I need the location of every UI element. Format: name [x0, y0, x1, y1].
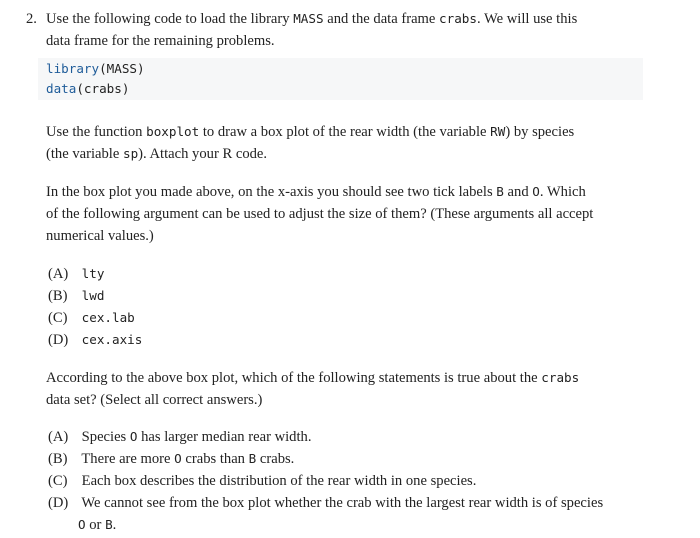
tick-question-text-3: . Which: [539, 184, 586, 200]
option-text: Each box describes the distribution of the rear width in one species.: [81, 473, 477, 489]
option-label: (D): [48, 332, 69, 348]
true-option-a: [48, 426, 648, 448]
option-code: cex.axis: [81, 332, 143, 347]
tick-question-line3: numerical values.): [46, 228, 154, 244]
tick-option-c: [48, 307, 648, 329]
option-label: (B): [48, 451, 68, 467]
tick-question: [46, 181, 646, 247]
true-question-text-1: According to the above box plot, which of the following statements is true about the: [46, 370, 542, 386]
tick-question-text-2: and: [503, 184, 533, 200]
option-text: .: [112, 517, 117, 533]
tick-option-b: [48, 285, 648, 307]
true-option-d-cont: [78, 514, 116, 536]
intro-code-crabs: crabs: [439, 11, 477, 26]
true-option-d: [48, 492, 648, 514]
question-intro: [46, 8, 646, 52]
code-line-library: [46, 59, 145, 79]
code-block: [38, 58, 643, 100]
option-code: O: [78, 517, 86, 532]
intro-text-2: and the data frame: [323, 11, 440, 27]
true-option-c: [48, 470, 648, 492]
option-text: crabs than: [181, 451, 249, 467]
tick-option-d: [48, 329, 648, 351]
option-text: Species: [81, 429, 130, 445]
tick-question-line2: of the following argument can be used to adjust the size of them? (These arguments all accept: [46, 206, 594, 222]
option-label: (A): [48, 266, 69, 282]
option-label: (C): [48, 310, 68, 326]
option-label: (C): [48, 473, 68, 489]
rw-code: RW: [490, 124, 506, 139]
intro-text-line2: data frame for the remaining problems.: [46, 33, 275, 49]
option-text: crabs.: [256, 451, 295, 467]
option-code: cex.lab: [81, 310, 135, 325]
tick-code-b: B: [496, 184, 504, 199]
tick-question-text-1: In the box plot you made above, on the x-axis you should see two tick labels: [46, 184, 497, 200]
intro-text-3: . We will use this: [476, 11, 578, 27]
true-option-b: [48, 448, 648, 470]
option-text: has larger median rear width.: [137, 429, 312, 445]
tick-code-o: O: [532, 184, 540, 199]
sp-code: sp: [122, 146, 139, 161]
question-number: 2.: [26, 11, 37, 27]
option-text: We cannot see from the box plot whether the crab with the largest rear width is of species: [81, 495, 604, 511]
boxplot-task-text-1: Use the function: [46, 124, 147, 140]
option-label: (B): [48, 288, 68, 304]
boxplot-task-text-5: ). Attach your R code.: [138, 146, 268, 162]
option-code: O: [129, 429, 138, 444]
crabs-code: crabs: [541, 370, 580, 385]
code-fn-data: data: [46, 81, 77, 96]
boxplot-task-text-2: to draw a box plot of the rear width (the variable: [199, 124, 491, 140]
true-question-line2: data set? (Select all correct answers.): [46, 392, 263, 408]
option-label: (D): [48, 495, 69, 511]
option-code: lty: [81, 266, 105, 281]
intro-text-1: Use the following code to load the library: [46, 11, 294, 27]
boxplot-code: boxplot: [146, 124, 200, 139]
option-code: B: [105, 517, 113, 532]
tick-option-a: [48, 263, 648, 285]
option-text: or: [85, 517, 106, 533]
option-code: O: [174, 451, 182, 466]
boxplot-task: [46, 121, 646, 165]
option-code: B: [248, 451, 257, 466]
code-line-data: [46, 79, 129, 99]
option-label: (A): [48, 429, 69, 445]
code-arg-library: (MASS): [99, 61, 145, 76]
boxplot-task-text-3: ) by species: [505, 124, 575, 140]
code-fn-library: library: [46, 61, 100, 76]
option-code: lwd: [81, 288, 105, 303]
option-text: There are more: [81, 451, 175, 467]
boxplot-task-text-4: (the variable: [46, 146, 123, 162]
code-arg-data: (crabs): [76, 81, 130, 96]
intro-code-mass: MASS: [293, 11, 324, 26]
true-question: [46, 367, 646, 411]
